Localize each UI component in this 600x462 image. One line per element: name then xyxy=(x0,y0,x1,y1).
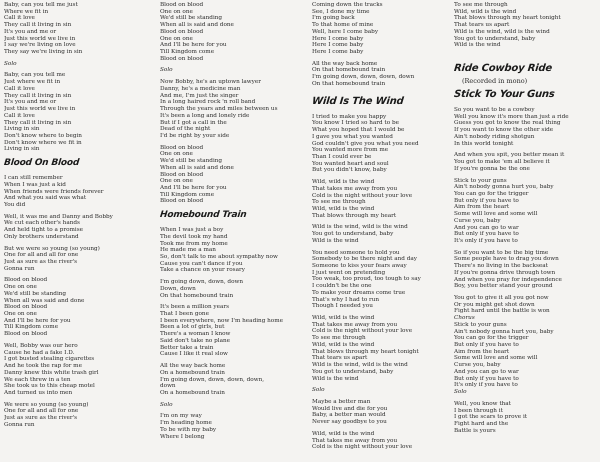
lyric-line: Don't know where to begin xyxy=(4,132,82,139)
column-4 xyxy=(454,2,600,434)
lyric-line: But you didn't know, baby xyxy=(312,167,387,174)
lyric-line: Blood on blood xyxy=(4,304,48,311)
lyric-line: It's been a long and lonely ride xyxy=(160,112,250,119)
lyric-line: Dead of the night xyxy=(160,126,211,133)
lyric-line: I been everywhere, now I'm heading home xyxy=(160,317,283,324)
lyric-line: Some will love and some will xyxy=(454,355,538,362)
chorus xyxy=(454,2,600,49)
lyric-line: They call it living in sin xyxy=(4,22,72,29)
lyric-line: Would live and die for you xyxy=(312,405,388,412)
chorus xyxy=(312,179,458,219)
lyric-line: Wild, wild is the wind xyxy=(312,315,375,322)
lyric-line: Said don't take no plane xyxy=(160,337,231,344)
lyric-line: That tears us apart xyxy=(454,22,510,29)
lyric-line: You wanted more from me xyxy=(312,147,389,154)
lyric-line: Wild, wild is the wind xyxy=(312,430,375,437)
chorus-marker: Chorus xyxy=(454,315,475,322)
chorus xyxy=(312,315,458,382)
lyric-line: Call it love xyxy=(4,112,35,119)
lyric-line: If you're gonna drive through town xyxy=(454,269,556,276)
lyric-line: That I been gone xyxy=(160,311,209,318)
lyric-line: When all is said and done xyxy=(160,164,234,171)
lyric-line: And held tight to a promise xyxy=(4,227,84,234)
lyric-line: And when you pray for independence xyxy=(454,276,562,283)
lyric-line: Take a chance on your rosary xyxy=(160,267,245,274)
solo-marker: Solo xyxy=(312,387,325,394)
lyric-line: To that home of mine xyxy=(312,22,374,29)
lyric-line: Took me from my home xyxy=(160,240,228,247)
lyric-line: Blood on blood xyxy=(4,277,48,284)
solo-marker: Solo xyxy=(160,401,173,408)
lyric-line: Living in sin xyxy=(4,126,40,133)
song-title-blood-on-blood: Blood On Blood xyxy=(3,158,80,169)
lyric-line: Been a lot of girls, but xyxy=(160,324,225,331)
lyric-line: Till Kingdom come xyxy=(4,324,59,331)
lyric-line: When all was said and done xyxy=(4,297,85,304)
lyric-line: Fight hard and the xyxy=(454,420,509,427)
lyric-line: Just where we fit in xyxy=(4,79,61,86)
lyric-line: She took us to this cheap motel xyxy=(4,383,95,390)
lyric-line: There's no living in the backseat xyxy=(454,263,548,270)
lyric-line: They say we're living in sin xyxy=(4,49,83,56)
lyric-line: On that homebound train xyxy=(160,292,234,299)
verse xyxy=(4,2,152,56)
lyric-line: All the way back home xyxy=(312,60,378,67)
lyric-line: If you want to know the other side xyxy=(454,127,554,134)
lyric-line: down xyxy=(160,383,176,390)
lyric-line: Well, Bobby was our hero xyxy=(4,342,78,349)
lyric-line: I got the scars to prove it xyxy=(454,414,528,421)
lyric-line: Wild is the wind, wild is the wind xyxy=(454,28,550,35)
lyric-line: So if you want to be the big time xyxy=(454,249,549,256)
lyric-line: Though I needed you xyxy=(312,303,373,310)
lyric-line: Curse you, baby xyxy=(454,217,501,224)
lyric-line: It's only if you have to xyxy=(454,237,518,244)
lyric-line: Baby, a better man would xyxy=(312,412,386,419)
solo-marker: Solo xyxy=(4,60,17,67)
lyric-line: Blood on blood xyxy=(160,198,204,205)
verse xyxy=(312,250,458,310)
recording-note: (Recorded in mono) xyxy=(462,77,528,86)
lyric-line: Here I come baby xyxy=(312,49,364,56)
lyric-line: It's you and me or xyxy=(4,99,57,106)
lyric-line: One on one xyxy=(160,151,193,158)
lyric-line: They call it living in sin xyxy=(4,92,72,99)
lyric-line: All the way back home xyxy=(160,363,226,370)
lyric-line: You did xyxy=(4,201,26,208)
lyric-line: One on one xyxy=(160,178,193,185)
verse xyxy=(4,175,152,209)
lyric-line: Somebody to be there night and day xyxy=(312,256,417,263)
lyric-line: And you can go to war xyxy=(454,368,519,375)
lyric-line: Cause he had a fake I.D. xyxy=(4,349,75,356)
lyric-line: Well you know it's more than just a ride xyxy=(454,113,569,120)
lyric-line: To see me through xyxy=(312,335,366,342)
lyric-line: Living in sin xyxy=(4,146,40,153)
lyric-line: We'd still be standing xyxy=(160,15,223,22)
lyric-line: Well, you know that xyxy=(454,400,511,407)
lyric-line: You can go for the trigger xyxy=(454,335,529,342)
lyric-line: Maybe a better man xyxy=(312,398,371,405)
verse xyxy=(160,304,310,358)
lyric-line: But only if you have to xyxy=(454,342,519,349)
lyric-line: Wild is the wind, wild is the wind xyxy=(312,224,408,231)
lyric-line: Through the years and miles between us xyxy=(160,106,278,113)
verse xyxy=(312,2,458,56)
lyric-line: He made me a man xyxy=(160,247,216,254)
lyric-line: And turned us into men xyxy=(4,389,73,396)
song-title-wild-is-the-wind: Wild Is The Wind xyxy=(311,95,405,107)
lyric-line: Wild, wild is the wind xyxy=(312,205,375,212)
lyric-line: Ain't nobody riding shotgun xyxy=(454,133,535,140)
lyric-line: We cut each other's hands xyxy=(4,220,80,227)
lyric-line: That takes me away from you xyxy=(312,321,398,328)
solo-marker: Solo xyxy=(454,389,467,396)
lyric-line: One on one xyxy=(4,311,37,318)
lyric-line: Wild is the wind xyxy=(312,237,359,244)
lyric-line: I been through it xyxy=(454,407,503,414)
lyric-line: Some people have to drag you down xyxy=(454,256,559,263)
lyric-line: Boy, you better stand your ground xyxy=(454,283,553,290)
lyric-line: When I was just a boy xyxy=(160,227,224,234)
lyric-line: Cause I like it real slow xyxy=(160,351,228,358)
lyric-line: The devil took my hand xyxy=(160,233,228,240)
lyric-line: Blood on blood xyxy=(160,144,204,151)
lyric-line: Wild, wild is the wind xyxy=(312,341,375,348)
lyric-line: We'd still be standing xyxy=(160,158,223,165)
lyric-line: When all is said and done xyxy=(160,22,234,29)
chorus xyxy=(160,2,310,62)
lyric-line: Than I could ever be xyxy=(312,153,372,160)
lyric-line: Ain't nobody gonna hurt you, baby xyxy=(454,328,554,335)
lyric-line: I'm on my way xyxy=(160,413,202,420)
lyric-line: I couldn't be the one xyxy=(312,283,372,290)
lyric-line: That takes me away from you xyxy=(312,437,398,444)
lyric-line: Cause you can't dance if you xyxy=(160,260,243,267)
lyric-line: Here I come baby xyxy=(312,42,364,49)
song-title-stick-to-your-guns: Stick To Your Guns xyxy=(453,89,556,101)
lyric-line: Battle is yours xyxy=(454,427,496,434)
verse xyxy=(160,79,310,139)
lyric-line: Guess you got to know the real thing xyxy=(454,120,561,127)
lyric-line: God couldn't give you what you need xyxy=(312,140,419,147)
lyric-line: One on one xyxy=(160,8,193,15)
solo-marker: Solo xyxy=(160,67,173,74)
lyric-line: So, don't talk to me about sympathy now xyxy=(160,254,278,260)
verse xyxy=(454,401,600,435)
verse xyxy=(312,114,458,174)
lyric-line: Just as sure as the river's xyxy=(4,259,78,265)
lyric-line: I got busted stealing cigarettes xyxy=(4,356,95,363)
lyric-line: One on one xyxy=(160,35,193,42)
lyric-line: On that homebound train xyxy=(312,67,386,74)
lyric-line: Till Kingdom come xyxy=(160,49,215,56)
lyric-line: We were so young (so young) xyxy=(4,401,89,408)
lyric-line: Blood on blood xyxy=(160,171,204,178)
lyric-line: Here I come baby xyxy=(312,35,364,42)
lyric-line: To make your dreams come true xyxy=(312,289,406,296)
lyric-line: Down, down xyxy=(160,285,196,292)
lyric-line: Well, it was me and Danny and Bobby xyxy=(4,213,113,220)
verse xyxy=(160,279,310,299)
verse xyxy=(312,224,458,244)
lyric-line: Blood on blood xyxy=(4,331,48,338)
lyric-line: And me, I'm just the singer xyxy=(160,92,239,99)
lyric-line: Or you might get shot down xyxy=(454,301,535,308)
lyric-line: I'm going down, down, down xyxy=(160,279,244,286)
lyric-line: Only brothers understand xyxy=(4,233,79,240)
lyric-line: And he took the rap for me xyxy=(4,363,82,370)
lyric-line: That blows through my heart xyxy=(312,212,397,219)
lyric-line: Gonna run xyxy=(4,421,35,428)
lyric-line: To see me through xyxy=(312,199,366,206)
lyric-line: And I'll be here for you xyxy=(4,317,71,324)
lyric-line: And when you spit, you better mean it xyxy=(454,152,565,159)
lyric-line: To be with my baby xyxy=(160,426,217,433)
lyric-line: I'm going back xyxy=(312,15,355,22)
lyric-line: But only if you have to xyxy=(454,375,519,382)
lyric-line: And you can go to war xyxy=(454,224,519,231)
lyric-line: On that homebound train xyxy=(312,80,386,87)
verse xyxy=(312,61,458,88)
verse xyxy=(312,399,458,426)
lyric-line: That's why I had to run xyxy=(312,296,380,303)
lyric-line: Stick to your guns xyxy=(454,321,507,328)
lyric-line: What you hoped that I would be xyxy=(312,127,405,134)
lyric-line: If you're gonna be the one xyxy=(454,165,530,172)
verse xyxy=(4,343,152,397)
lyric-line: And I'll be here for you xyxy=(160,184,227,191)
lyric-line: There's a woman I know xyxy=(160,331,231,338)
lyric-line: You need someone to hold you xyxy=(312,249,400,256)
lyric-line: See, I done my time xyxy=(312,8,370,15)
chorus xyxy=(160,145,310,205)
verse xyxy=(4,214,152,241)
lyric-line: But only if you have to xyxy=(454,197,519,204)
lyric-line: That tears us apart xyxy=(312,355,368,362)
lyric-line: That takes me away from you xyxy=(312,185,398,192)
verse xyxy=(454,250,600,290)
chorus xyxy=(454,322,600,389)
lyric-line: You got to understand, baby xyxy=(312,231,394,238)
verse xyxy=(454,152,600,172)
lyric-line: To see me through xyxy=(454,2,508,8)
lyric-line: That blows through my heart tonight xyxy=(454,15,561,22)
lyric-line: Wild, wild is the wind xyxy=(454,8,517,15)
verse xyxy=(4,72,152,153)
column-1 xyxy=(4,2,152,429)
verse xyxy=(160,363,310,397)
lyric-line: We'd still be standing xyxy=(4,290,67,297)
lyric-line: I'm heading home xyxy=(160,420,212,427)
lyric-line: But if I got a call in the xyxy=(160,119,227,126)
lyric-line: But we were so young (so young) xyxy=(4,245,100,252)
verse xyxy=(454,107,600,147)
lyric-line: And what you said was what xyxy=(4,195,87,202)
lyric-line: Cold is the night without your love xyxy=(312,444,413,451)
lyric-line: So you want to be a cowboy xyxy=(454,107,535,114)
lyric-line: I tried to make you happy xyxy=(312,113,387,120)
lyric-line: That blows through my heart tonight xyxy=(312,348,419,355)
lyric-line: I just went on pretending xyxy=(312,269,386,276)
lyric-line: On a homebound train xyxy=(160,389,225,396)
lyric-line: Wild is the wind, wild is the wind xyxy=(312,362,408,369)
lyric-line: Just this world we live in xyxy=(4,106,76,113)
lyric-line: You got to make 'em all believe it xyxy=(454,159,550,166)
lyric-line: Blood on blood xyxy=(160,55,204,62)
lyric-line: Don't know where we fit in xyxy=(4,139,82,146)
lyric-line: Blood on blood xyxy=(160,28,204,35)
chorus xyxy=(4,277,152,337)
lyric-line: Well, here I come baby xyxy=(312,28,379,35)
chorus xyxy=(454,178,600,245)
lyric-line: I gave you what you wanted xyxy=(312,133,393,140)
lyric-line: When I was just a kid xyxy=(4,181,66,188)
lyric-line: In a long haired rock 'n roll band xyxy=(160,99,256,106)
song-title-homebound-train: Homebound Train xyxy=(159,210,247,221)
lyric-line: Cold is the night without your love xyxy=(312,192,413,199)
lyric-line: Fight hard until the battle is won xyxy=(454,308,550,315)
lyric-line: On a homebound train xyxy=(160,369,225,376)
column-3 xyxy=(312,2,458,451)
lyric-line: But only if you have to xyxy=(454,231,519,238)
lyric-line: Never say goodbye to you xyxy=(312,419,387,426)
verse xyxy=(160,413,310,440)
column-2 xyxy=(160,2,310,440)
verse xyxy=(160,227,310,274)
lyric-line: Wild, wild is the wind xyxy=(312,179,375,186)
lyric-line: Baby, can you tell me just xyxy=(4,2,78,8)
lyric-line: You got to give it all you got now xyxy=(454,295,549,301)
lyric-line: Wild is the wind xyxy=(454,42,501,49)
lyric-line: Aim from the heart xyxy=(454,204,510,211)
lyric-line: Cold is the night without your love xyxy=(312,328,413,335)
lyric-line: You got to understand, baby xyxy=(312,368,394,375)
lyric-line: Too weak, too proud, too tough to say xyxy=(312,276,421,283)
lyric-line: Now Bobby, he's an uptown lawyer xyxy=(160,79,261,86)
lyric-line: Someone to kiss your fears away xyxy=(312,263,407,269)
lyric-line: Where we fit in xyxy=(4,8,49,15)
lyric-line: Blood on blood xyxy=(160,2,204,8)
lyric-line: One on one xyxy=(4,284,37,291)
lyric-line: Just as sure as the river's xyxy=(4,415,78,422)
lyric-line: Wild is the wind xyxy=(312,375,359,382)
lyric-line: Stick to your guns xyxy=(454,177,507,184)
lyric-line: I'd be right by your side xyxy=(160,132,230,139)
lyric-line: You can go for the trigger xyxy=(454,190,529,197)
verse xyxy=(4,402,152,429)
chorus xyxy=(312,431,458,451)
lyric-line: Aim from the heart xyxy=(454,348,510,355)
lyric-line: One for all and all for one xyxy=(4,408,79,415)
song-title-ride-cowboy-ride: Ride Cowboy Ride xyxy=(453,63,553,75)
lyric-line: Till Kingdom come xyxy=(160,191,215,198)
lyric-line: Just this world we live in xyxy=(4,35,76,42)
lyric-line: It's only if you have to xyxy=(454,382,518,389)
lyric-line: You wanted heart and soul xyxy=(312,160,389,167)
lyric-line: Call it love xyxy=(4,15,35,22)
lyric-line: Call it love xyxy=(4,85,35,92)
lyric-line: I can still remember xyxy=(4,175,63,182)
lyric-line: We each threw in a ten xyxy=(4,376,71,383)
lyric-line: It's you and me or xyxy=(4,28,57,35)
lyric-line: Where I belong xyxy=(160,433,205,440)
lyric-line: Some will love and some will xyxy=(454,211,538,218)
lyric-line: You know I tried so hard to be xyxy=(312,120,399,127)
lyric-line: Better take a train xyxy=(160,344,214,351)
lyric-line: You got to understand, baby xyxy=(454,35,536,42)
lyric-line: And I'll be here for you xyxy=(160,42,227,49)
lyric-line: I say we're living on love xyxy=(4,42,76,49)
lyric-line: One for all and all for one xyxy=(4,252,79,259)
verse xyxy=(4,246,152,273)
lyric-line: Curse you, baby xyxy=(454,362,501,369)
lyric-line: It's been a million years xyxy=(160,304,230,311)
lyric-line: Danny, he's a medicine man xyxy=(160,85,241,92)
lyric-line: Gonna run xyxy=(4,265,35,272)
lyric-line: When friends were friends forever xyxy=(4,188,104,195)
lyric-line: They call it living in sin xyxy=(4,119,72,126)
lyric-line: I'm going down, down, down, down xyxy=(312,74,415,81)
lyric-line: Danny knew this white trash girl xyxy=(4,369,99,376)
verse xyxy=(454,295,600,315)
lyric-line: I'm going down, down, down, down, xyxy=(160,376,265,383)
lyric-line: In this world tonight xyxy=(454,140,514,147)
lyric-line: Baby, can you tell me xyxy=(4,72,66,79)
lyric-line: Ain't nobody gonna hurt you, baby xyxy=(454,184,554,191)
lyric-line: Coming down the tracks xyxy=(312,2,383,8)
